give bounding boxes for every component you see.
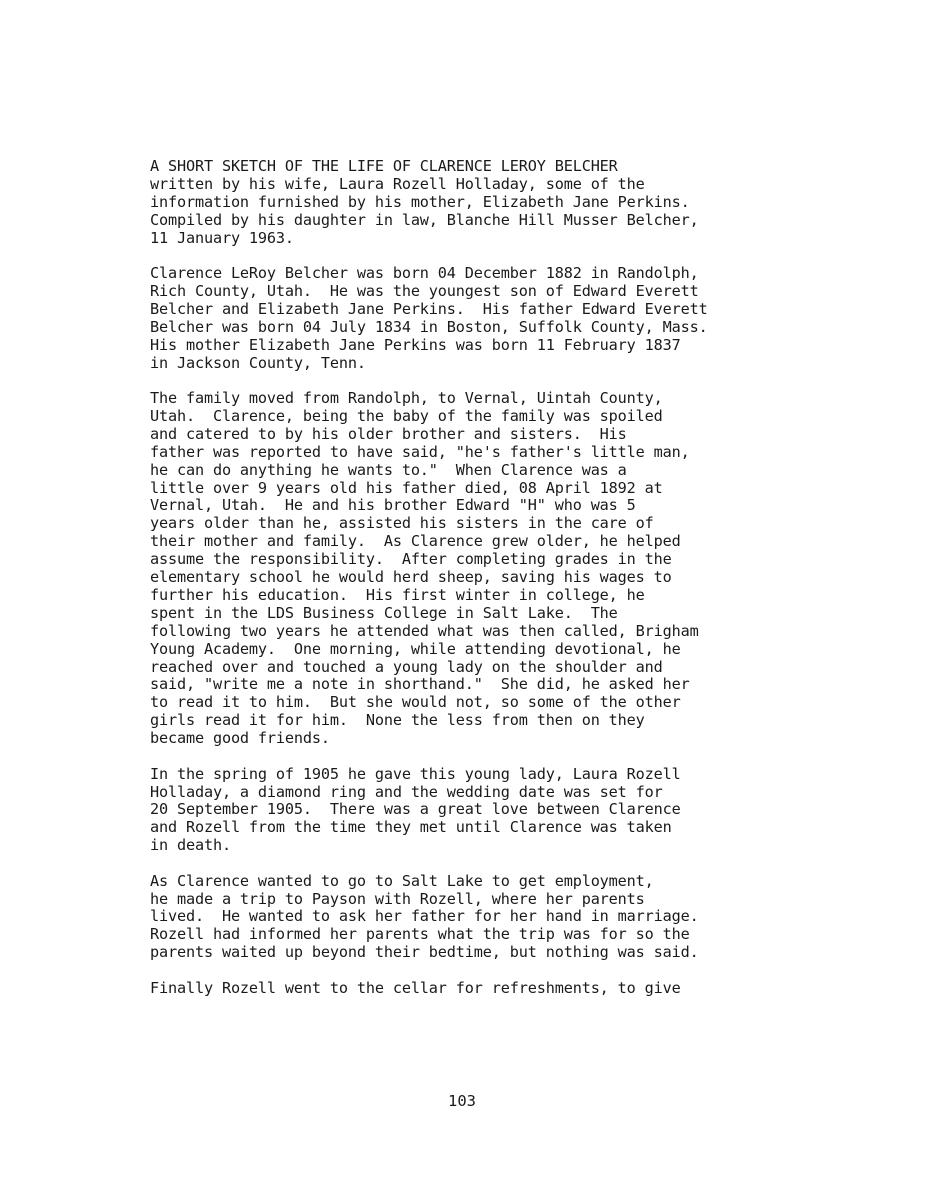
text-line: 20 September 1905. There was a great love between Clarence [150, 800, 681, 819]
text-line: Rozell had informed her parents what the trip was for so the [150, 925, 690, 944]
text-line: Utah. Clarence, being the baby of the family was spoiled [150, 406, 663, 425]
paragraph-title-block [150, 158, 830, 248]
text-line: following two years he attended what was then called, Brigham [150, 621, 699, 640]
text-line: assume the responsibility. After completing grades in the [150, 550, 672, 569]
text-line: Clarence LeRoy Belcher was born 04 December 1882 in Randolph, [150, 264, 699, 283]
text-line: in death. [150, 836, 231, 855]
text-line: Vernal, Utah. He and his brother Edward "H" who was 5 [150, 496, 636, 515]
text-line: Rich County, Utah. He was the youngest son of Edward Everett [150, 281, 699, 300]
text-line: girls read it for him. None the less from then on they [150, 711, 645, 730]
paragraph-payson-trip [150, 873, 830, 963]
text-line: further his education. His first winter in college, he [150, 585, 645, 604]
text-line: and Rozell from the time they met until Clarence was taken [150, 818, 672, 837]
text-line: In the spring of 1905 he gave this young lady, Laura Rozell [150, 764, 681, 783]
page-number: 103 [448, 1092, 476, 1110]
text-line: he can do anything he wants to." When Clarence was a [150, 460, 627, 479]
text-line: said, "write me a note in shorthand." She did, he asked her [150, 675, 690, 694]
document-body [150, 158, 830, 1015]
text-line: A SHORT SKETCH OF THE LIFE OF CLARENCE LEROY BELCHER [150, 157, 618, 175]
text-line: written by his wife, Laura Rozell Holladay, some of the [150, 174, 645, 193]
text-line: reached over and touched a young lady on the shoulder and [150, 657, 663, 676]
text-line: Compiled by his daughter in law, Blanche Hill Musser Belcher, [150, 210, 699, 229]
text-line: His mother Elizabeth Jane Perkins was born 11 February 1837 [150, 335, 681, 354]
text-line: little over 9 years old his father died, 08 April 1892 at [150, 478, 663, 497]
text-line: The family moved from Randolph, to Vernal, Uintah County, [150, 388, 663, 407]
text-line: elementary school he would herd sheep, saving his wages to [150, 568, 672, 587]
paragraph-cellar [150, 980, 830, 998]
text-line: in Jackson County, Tenn. [150, 353, 366, 372]
text-line: As Clarence wanted to go to Salt Lake to get employment, [150, 871, 654, 890]
text-line: he made a trip to Payson with Rozell, where her parents [150, 889, 645, 908]
paragraph-engagement [150, 766, 830, 856]
text-line: 11 January 1963. [150, 228, 294, 247]
text-line: father was reported to have said, "he's father's little man, [150, 442, 690, 461]
text-line: lived. He wanted to ask her father for her hand in marriage. [150, 907, 699, 926]
text-line: information furnished by his mother, Elizabeth Jane Perkins. [150, 192, 690, 211]
text-line: years older than he, assisted his sisters in the care of [150, 514, 654, 533]
text-line: their mother and family. As Clarence grew older, he helped [150, 532, 681, 551]
text-line: Young Academy. One morning, while attending devotional, he [150, 639, 681, 658]
text-line: and catered to by his older brother and sisters. His [150, 424, 627, 443]
text-line: parents waited up beyond their bedtime, but nothing was said. [150, 943, 699, 962]
text-line: spent in the LDS Business College in Salt Lake. The [150, 603, 618, 622]
text-line: Finally Rozell went to the cellar for refreshments, to give [150, 978, 681, 997]
text-line: to read it to him. But she would not, so some of the other [150, 693, 681, 712]
text-line: became good friends. [150, 729, 330, 748]
text-line: Holladay, a diamond ring and the wedding date was set for [150, 782, 663, 801]
text-line: Belcher was born 04 July 1834 in Boston, Suffolk County, Mass. [150, 317, 708, 336]
text-line: Belcher and Elizabeth Jane Perkins. His father Edward Everett [150, 299, 708, 318]
paragraph-childhood [150, 390, 830, 748]
paragraph-birth [150, 265, 830, 372]
